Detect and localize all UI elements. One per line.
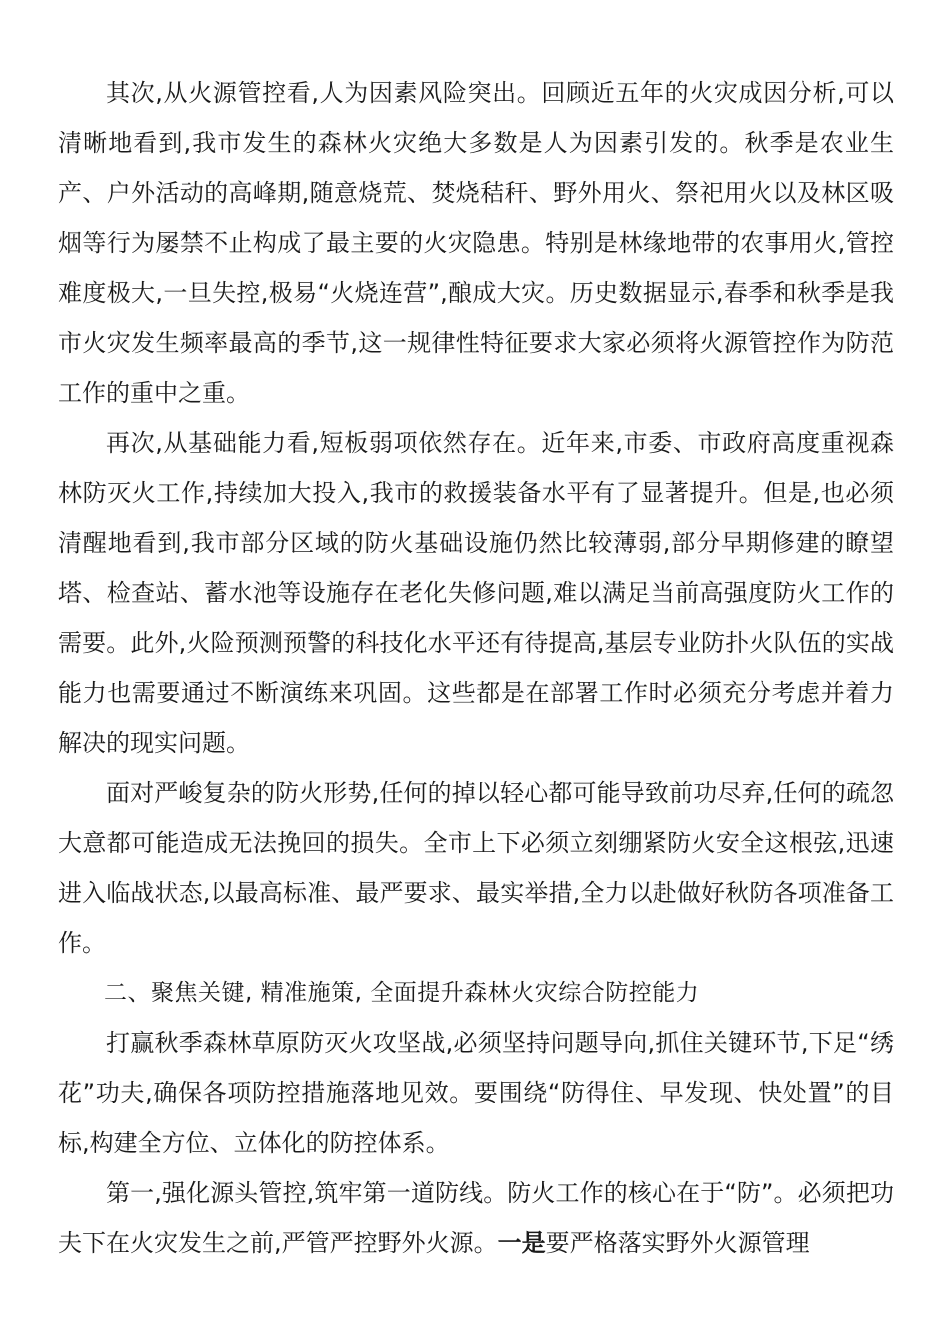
paragraph-situation: 面对严峻复杂的防火形势,任何的掉以轻心都可能导致前功尽弃,任何的疏忽大意都可能造成无法挽回的损失。全市上下必须立刻绷紧防火安全这根弦,迅速进入临战状态,以最高标准、最严要求、最实举措,全力以赴做好秋防各项准备工作。 <box>58 779 894 957</box>
paragraph-basic-capacity: 再次,从基础能力看,短板弱项依然存在。近年来,市委、市政府高度重视森林防灭火工作,持续加大投入,我市的救援装备水平有了显著提升。但是,也必须清醒地看到,我市部分区域的防火基础设施仍然比较薄弱,部分早期修建的瞭望塔、检查站、蓄水池等设施存在老化失修问题,难以满足当前高强度防火工作的需要。此外,火险预测预警的科技化水平还有待提高,基层专业防扑火队伍的实战能力也需要通过不断演练来巩固。这些都是在部署工作时必须充分考虑并着力解决的现实问题。 <box>58 429 894 757</box>
paragraph-campaign: 打赢秋季森林草原防灭火攻坚战,必须坚持问题导向,抓住关键环节,下足“绣花”功夫,确保各项防控措施落地见效。要围绕“防得住、早发现、快处置”的目标,构建全方位、立体化的防控体系。 <box>58 1029 894 1157</box>
source-control-text: 第一,强化源头管控,筑牢第一道防线。防火工作的核心在于“防”。必须把功夫下在火灾发生之前,严管严控野外火源。 <box>58 1179 894 1257</box>
bold-marker: 一是 <box>497 1229 546 1257</box>
section-heading: 二、聚焦关键, 精准施策, 全面提升森林火灾综合防控能力 <box>104 980 700 1006</box>
source-control-continuation: 要严格落实野外火源管理 <box>545 1229 810 1257</box>
paragraph-fire-source: 其次,从火源管控看,人为因素风险突出。回顾近五年的火灾成因分析,可以清晰地看到,我市发生的森林火灾绝大多数是人为因素引发的。秋季是农业生产、户外活动的高峰期,随意烧荒、焚烧秸秆、野外用火、祭祀用火以及林区吸烟等行为屡禁不止构成了最主要的火灾隐患。特别是林缘地带的农事用火,管控难度极大,一旦失控,极易“火烧连营”,酿成大灾。历史数据显示,春季和秋季是我市火灾发生频率最高的季节,这一规律性特征要求大家必须将火源管控作为防范工作的重中之重。 <box>58 79 894 407</box>
paragraph-source-control <box>58 1168 894 1268</box>
